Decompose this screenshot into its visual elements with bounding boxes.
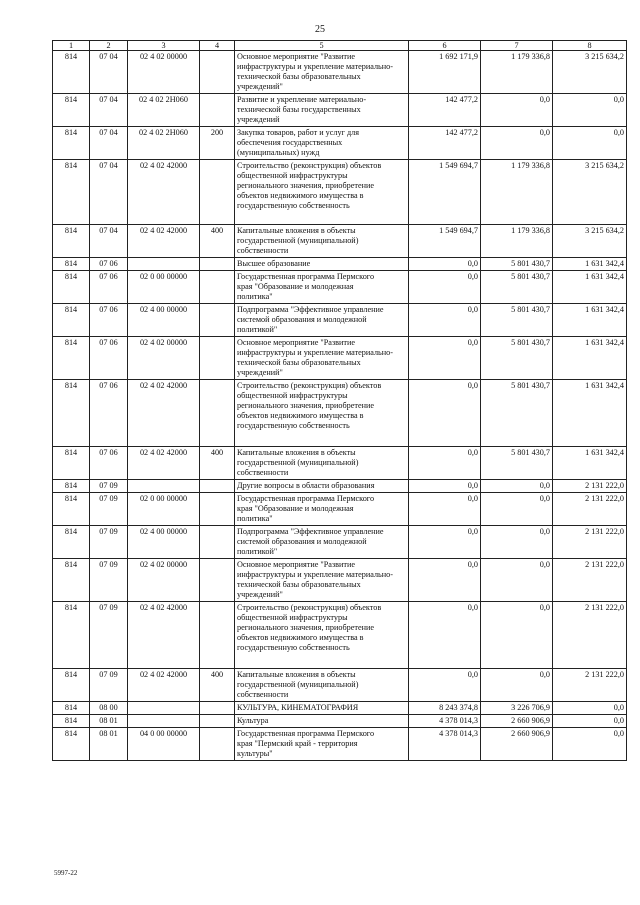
header-cell: 6 xyxy=(409,41,481,51)
row-description xyxy=(235,304,409,337)
cell-admin-code: 814 xyxy=(53,271,90,304)
description-line: Подпрограмма "Эффективное управление xyxy=(237,527,384,536)
cell-section: 08 01 xyxy=(90,728,128,761)
cell-amount-col8: 0,0 xyxy=(553,127,627,160)
cell-target-article: 02 4 02 00000 xyxy=(128,559,200,602)
cell-amount-col8: 1 631 342,4 xyxy=(553,304,627,337)
cell-target-article: 04 0 00 00000 xyxy=(128,728,200,761)
table-row xyxy=(53,526,627,559)
cell-amount-col8: 2 131 222,0 xyxy=(553,602,627,669)
cell-amount-col8: 1 631 342,4 xyxy=(553,447,627,480)
description-line: Государственная программа Пермского xyxy=(237,272,375,281)
description-line: инфраструктуры и укрепление материально- xyxy=(237,570,393,579)
cell-target-article: 02 4 02 42000 xyxy=(128,447,200,480)
cell-amount-col7: 0,0 xyxy=(481,480,553,493)
description-line: политикой" xyxy=(237,325,278,334)
cell-admin-code: 814 xyxy=(53,715,90,728)
description-line: Подпрограмма "Эффективное управление xyxy=(237,305,384,314)
description-line: обеспечения государственных xyxy=(237,138,343,147)
cell-section: 07 04 xyxy=(90,51,128,94)
cell-expense-type xyxy=(200,559,235,602)
header-row xyxy=(53,41,627,51)
description-line: Государственная программа Пермского xyxy=(237,729,375,738)
cell-amount-col6: 0,0 xyxy=(409,380,481,447)
cell-amount-col7: 5 801 430,7 xyxy=(481,304,553,337)
description-line: (муниципальных) нужд xyxy=(237,148,320,157)
cell-target-article xyxy=(128,715,200,728)
cell-amount-col8: 1 631 342,4 xyxy=(553,258,627,271)
header-cell: 4 xyxy=(200,41,235,51)
cell-admin-code: 814 xyxy=(53,160,90,225)
description-line: инфраструктуры и укрепление материально- xyxy=(237,62,393,71)
table-row xyxy=(53,728,627,761)
row-description xyxy=(235,559,409,602)
table-row xyxy=(53,258,627,271)
description-line: государственную собственность xyxy=(237,421,350,430)
description-line: технической базы государственных xyxy=(237,105,361,114)
cell-amount-col7: 0,0 xyxy=(481,127,553,160)
cell-amount-col6: 0,0 xyxy=(409,493,481,526)
row-description xyxy=(235,51,409,94)
description-line: технической базы образовательных xyxy=(237,580,361,589)
cell-amount-col6: 0,0 xyxy=(409,337,481,380)
cell-amount-col6: 4 378 014,3 xyxy=(409,728,481,761)
cell-amount-col8: 1 631 342,4 xyxy=(553,380,627,447)
cell-amount-col6: 8 243 374,8 xyxy=(409,702,481,715)
cell-amount-col7: 0,0 xyxy=(481,669,553,702)
description-line: собственности xyxy=(237,468,289,477)
description-line: Капитальные вложения в объекты xyxy=(237,226,356,235)
row-description xyxy=(235,127,409,160)
row-description xyxy=(235,380,409,447)
description-line: края "Образование и молодежная xyxy=(237,504,354,513)
budget-table xyxy=(52,40,627,761)
cell-expense-type xyxy=(200,160,235,225)
description-line: учреждений" xyxy=(237,590,283,599)
description-line: общественной инфраструктуры xyxy=(237,391,348,400)
description-line: технической базы образовательных xyxy=(237,358,361,367)
cell-admin-code: 814 xyxy=(53,51,90,94)
cell-amount-col7: 3 226 706,9 xyxy=(481,702,553,715)
page-number: 25 xyxy=(315,24,325,35)
header-cell: 3 xyxy=(128,41,200,51)
table-row xyxy=(53,702,627,715)
cell-amount-col7: 1 179 336,8 xyxy=(481,225,553,258)
cell-amount-col8: 0,0 xyxy=(553,715,627,728)
cell-amount-col7: 5 801 430,7 xyxy=(481,337,553,380)
cell-amount-col8: 2 131 222,0 xyxy=(553,480,627,493)
description-line: политика" xyxy=(237,514,273,523)
cell-amount-col8: 2 131 222,0 xyxy=(553,559,627,602)
description-line: системой образования и молодежной xyxy=(237,537,367,546)
row-description xyxy=(235,337,409,380)
cell-section: 07 04 xyxy=(90,160,128,225)
cell-amount-col8: 3 215 634,2 xyxy=(553,160,627,225)
description-line: регионального значения, приобретение xyxy=(237,623,374,632)
cell-amount-col7: 5 801 430,7 xyxy=(481,447,553,480)
row-description xyxy=(235,493,409,526)
description-line: государственной (муниципальной) xyxy=(237,680,359,689)
description-line: учреждений" xyxy=(237,82,283,91)
cell-amount-col7: 0,0 xyxy=(481,94,553,127)
description-line: Культура xyxy=(237,716,269,725)
description-line: государственной (муниципальной) xyxy=(237,458,359,467)
header-cell: 7 xyxy=(481,41,553,51)
description-line: политикой" xyxy=(237,547,278,556)
table-row xyxy=(53,602,627,669)
cell-amount-col6: 0,0 xyxy=(409,669,481,702)
cell-amount-col7: 0,0 xyxy=(481,559,553,602)
cell-expense-type xyxy=(200,493,235,526)
row-description xyxy=(235,258,409,271)
row-description xyxy=(235,669,409,702)
description-line: объектов недвижимого имущества в xyxy=(237,191,364,200)
cell-amount-col7: 5 801 430,7 xyxy=(481,258,553,271)
cell-expense-type: 400 xyxy=(200,225,235,258)
cell-amount-col6: 142 477,2 xyxy=(409,127,481,160)
table-row xyxy=(53,447,627,480)
description-line: Высшее образование xyxy=(237,259,311,268)
cell-expense-type xyxy=(200,702,235,715)
description-line: Строительство (реконструкция) объектов xyxy=(237,603,382,612)
description-line: Основное мероприятие "Развитие xyxy=(237,338,356,347)
description-line: государственную собственность xyxy=(237,201,350,210)
cell-amount-col6: 1 549 694,7 xyxy=(409,225,481,258)
cell-amount-col6: 0,0 xyxy=(409,258,481,271)
cell-amount-col7: 0,0 xyxy=(481,526,553,559)
description-line: Капитальные вложения в объекты xyxy=(237,448,356,457)
cell-admin-code: 814 xyxy=(53,669,90,702)
cell-admin-code: 814 xyxy=(53,225,90,258)
description-line: системой образования и молодежной xyxy=(237,315,367,324)
cell-amount-col6: 1 692 171,9 xyxy=(409,51,481,94)
row-description xyxy=(235,271,409,304)
cell-expense-type xyxy=(200,51,235,94)
description-line: регионального значения, приобретение xyxy=(237,181,374,190)
cell-target-article: 02 4 02 00000 xyxy=(128,337,200,380)
cell-target-article: 02 4 02 2Н060 xyxy=(128,94,200,127)
cell-amount-col6: 0,0 xyxy=(409,447,481,480)
cell-expense-type xyxy=(200,258,235,271)
cell-amount-col8: 0,0 xyxy=(553,702,627,715)
cell-target-article: 02 4 02 42000 xyxy=(128,225,200,258)
cell-target-article xyxy=(128,258,200,271)
cell-admin-code: 814 xyxy=(53,559,90,602)
cell-amount-col6: 0,0 xyxy=(409,602,481,669)
description-line: объектов недвижимого имущества в xyxy=(237,633,364,642)
table-row xyxy=(53,715,627,728)
cell-section: 07 04 xyxy=(90,225,128,258)
cell-section: 07 09 xyxy=(90,602,128,669)
table-row xyxy=(53,380,627,447)
cell-amount-col8: 0,0 xyxy=(553,94,627,127)
table-body xyxy=(53,51,627,761)
cell-admin-code: 814 xyxy=(53,526,90,559)
cell-amount-col8: 1 631 342,4 xyxy=(553,337,627,380)
description-line: объектов недвижимого имущества в xyxy=(237,411,364,420)
cell-admin-code: 814 xyxy=(53,94,90,127)
description-line: края "Образование и молодежная xyxy=(237,282,354,291)
cell-target-article: 02 4 02 42000 xyxy=(128,669,200,702)
cell-expense-type: 400 xyxy=(200,447,235,480)
table-row xyxy=(53,225,627,258)
table-row xyxy=(53,559,627,602)
cell-expense-type xyxy=(200,94,235,127)
cell-amount-col6: 0,0 xyxy=(409,480,481,493)
cell-target-article: 02 4 02 42000 xyxy=(128,380,200,447)
table-row xyxy=(53,480,627,493)
cell-admin-code: 814 xyxy=(53,337,90,380)
cell-amount-col6: 0,0 xyxy=(409,526,481,559)
cell-amount-col7: 5 801 430,7 xyxy=(481,380,553,447)
description-line: Строительство (реконструкция) объектов xyxy=(237,381,382,390)
cell-amount-col8: 0,0 xyxy=(553,728,627,761)
cell-section: 07 06 xyxy=(90,258,128,271)
cell-target-article: 02 0 00 00000 xyxy=(128,493,200,526)
row-description xyxy=(235,602,409,669)
cell-amount-col6: 4 378 014,3 xyxy=(409,715,481,728)
description-line: политика" xyxy=(237,292,273,301)
description-line: КУЛЬТУРА, КИНЕМАТОГРАФИЯ xyxy=(237,703,359,712)
cell-target-article: 02 4 02 42000 xyxy=(128,602,200,669)
cell-amount-col6: 0,0 xyxy=(409,271,481,304)
cell-amount-col7: 2 660 906,9 xyxy=(481,728,553,761)
row-description xyxy=(235,447,409,480)
footer-code: 5997-22 xyxy=(54,869,78,877)
header-cell: 1 xyxy=(53,41,90,51)
row-description xyxy=(235,160,409,225)
description-line: Основное мероприятие "Развитие xyxy=(237,560,356,569)
cell-section: 07 06 xyxy=(90,304,128,337)
cell-section: 07 09 xyxy=(90,669,128,702)
description-line: культуры" xyxy=(237,749,273,758)
cell-target-article: 02 4 00 00000 xyxy=(128,304,200,337)
description-line: Другие вопросы в области образования xyxy=(237,481,375,490)
cell-section: 07 09 xyxy=(90,559,128,602)
cell-amount-col7: 2 660 906,9 xyxy=(481,715,553,728)
description-line: учреждений" xyxy=(237,368,283,377)
cell-admin-code: 814 xyxy=(53,493,90,526)
cell-amount-col8: 3 215 634,2 xyxy=(553,225,627,258)
row-description xyxy=(235,480,409,493)
cell-admin-code: 814 xyxy=(53,702,90,715)
cell-amount-col8: 1 631 342,4 xyxy=(553,271,627,304)
cell-target-article: 02 4 02 2Н060 xyxy=(128,127,200,160)
row-description xyxy=(235,728,409,761)
table-row xyxy=(53,669,627,702)
cell-admin-code: 814 xyxy=(53,258,90,271)
cell-expense-type: 200 xyxy=(200,127,235,160)
description-line: края "Пермский край - территория xyxy=(237,739,358,748)
cell-expense-type xyxy=(200,380,235,447)
cell-amount-col8: 2 131 222,0 xyxy=(553,526,627,559)
cell-expense-type xyxy=(200,728,235,761)
description-line: общественной инфраструктуры xyxy=(237,171,348,180)
cell-amount-col7: 1 179 336,8 xyxy=(481,51,553,94)
table-row xyxy=(53,304,627,337)
cell-expense-type xyxy=(200,480,235,493)
description-line: государственной (муниципальной) xyxy=(237,236,359,245)
cell-section: 07 06 xyxy=(90,271,128,304)
description-line: учреждений xyxy=(237,115,280,124)
table-row xyxy=(53,271,627,304)
cell-admin-code: 814 xyxy=(53,728,90,761)
cell-admin-code: 814 xyxy=(53,480,90,493)
cell-expense-type xyxy=(200,526,235,559)
cell-section: 08 00 xyxy=(90,702,128,715)
cell-admin-code: 814 xyxy=(53,602,90,669)
row-description xyxy=(235,702,409,715)
row-description xyxy=(235,715,409,728)
table-row xyxy=(53,493,627,526)
cell-amount-col8: 2 131 222,0 xyxy=(553,493,627,526)
cell-amount-col7: 1 179 336,8 xyxy=(481,160,553,225)
cell-expense-type xyxy=(200,271,235,304)
cell-target-article: 02 4 02 42000 xyxy=(128,160,200,225)
table-row xyxy=(53,160,627,225)
cell-admin-code: 814 xyxy=(53,304,90,337)
cell-section: 07 04 xyxy=(90,127,128,160)
description-line: Капитальные вложения в объекты xyxy=(237,670,356,679)
cell-expense-type xyxy=(200,337,235,380)
row-description xyxy=(235,94,409,127)
cell-target-article: 02 4 00 00000 xyxy=(128,526,200,559)
cell-amount-col7: 0,0 xyxy=(481,602,553,669)
cell-section: 07 09 xyxy=(90,493,128,526)
row-description xyxy=(235,526,409,559)
cell-section: 07 06 xyxy=(90,380,128,447)
cell-amount-col6: 0,0 xyxy=(409,304,481,337)
description-line: общественной инфраструктуры xyxy=(237,613,348,622)
table-row xyxy=(53,337,627,380)
cell-expense-type xyxy=(200,715,235,728)
cell-amount-col6: 142 477,2 xyxy=(409,94,481,127)
header-cell: 2 xyxy=(90,41,128,51)
header-cell: 5 xyxy=(235,41,409,51)
cell-amount-col7: 5 801 430,7 xyxy=(481,271,553,304)
description-line: Основное мероприятие "Развитие xyxy=(237,52,356,61)
header-cell: 8 xyxy=(553,41,627,51)
description-line: Развитие и укрепление материально- xyxy=(237,95,367,104)
description-line: Государственная программа Пермского xyxy=(237,494,375,503)
cell-expense-type xyxy=(200,602,235,669)
cell-amount-col8: 2 131 222,0 xyxy=(553,669,627,702)
description-line: Закупка товаров, работ и услуг для xyxy=(237,128,359,137)
description-line: Строительство (реконструкция) объектов xyxy=(237,161,382,170)
cell-amount-col8: 3 215 634,2 xyxy=(553,51,627,94)
table-row xyxy=(53,51,627,94)
cell-amount-col6: 0,0 xyxy=(409,559,481,602)
cell-target-article: 02 4 02 00000 xyxy=(128,51,200,94)
cell-section: 07 04 xyxy=(90,94,128,127)
description-line: технической базы образовательных xyxy=(237,72,361,81)
cell-section: 07 06 xyxy=(90,447,128,480)
cell-target-article xyxy=(128,480,200,493)
description-line: государственную собственность xyxy=(237,643,350,652)
description-line: собственности xyxy=(237,246,289,255)
description-line: регионального значения, приобретение xyxy=(237,401,374,410)
cell-section: 07 09 xyxy=(90,480,128,493)
cell-target-article: 02 0 00 00000 xyxy=(128,271,200,304)
cell-admin-code: 814 xyxy=(53,447,90,480)
cell-expense-type: 400 xyxy=(200,669,235,702)
cell-section: 08 01 xyxy=(90,715,128,728)
cell-section: 07 09 xyxy=(90,526,128,559)
cell-expense-type xyxy=(200,304,235,337)
cell-target-article xyxy=(128,702,200,715)
description-line: инфраструктуры и укрепление материально- xyxy=(237,348,393,357)
cell-amount-col7: 0,0 xyxy=(481,493,553,526)
cell-section: 07 06 xyxy=(90,337,128,380)
cell-admin-code: 814 xyxy=(53,127,90,160)
row-description xyxy=(235,225,409,258)
table-row xyxy=(53,127,627,160)
table-row xyxy=(53,94,627,127)
description-line: собственности xyxy=(237,690,289,699)
cell-amount-col6: 1 549 694,7 xyxy=(409,160,481,225)
cell-admin-code: 814 xyxy=(53,380,90,447)
